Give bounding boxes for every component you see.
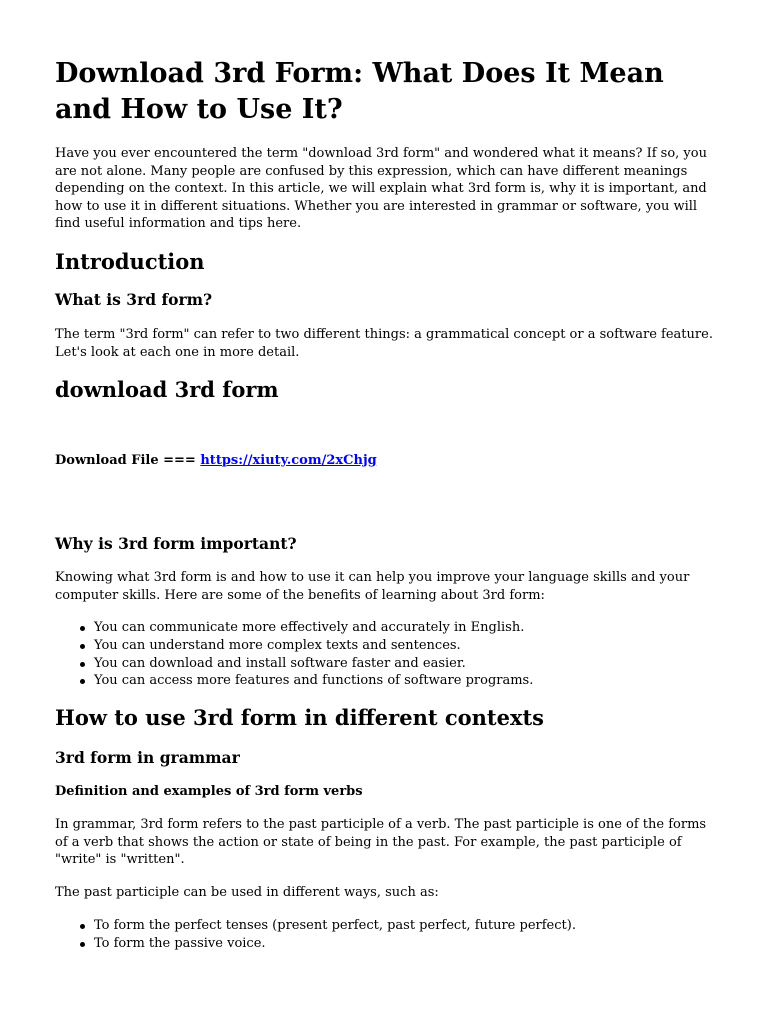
benefits-list bbox=[55, 619, 754, 690]
use-text: To form the passive voice. bbox=[94, 935, 266, 951]
what-is-heading: What is 3rd form? bbox=[55, 290, 213, 309]
benefit-text: You can access more features and functions of software programs. bbox=[94, 673, 534, 689]
uses-paragraph: The past participle can be used in different ways, such as: bbox=[55, 885, 439, 900]
benefit-text: You can download and install software faster and easier. bbox=[94, 655, 466, 671]
page-title: Download 3rd Form: What Does It Mean and How to Use It? bbox=[55, 58, 664, 125]
what-is-paragraph: The term "3rd form" can refer to two different things: a grammatical concept or a software feature. Let's look at each one in more detail. bbox=[55, 327, 713, 360]
benefit-text: You can understand more complex texts and sentences. bbox=[94, 637, 461, 653]
use-text: To form the perfect tenses (present perfect, past perfect, future perfect). bbox=[94, 918, 576, 933]
download-file-label: Download File === bbox=[55, 453, 196, 468]
bullet-icon bbox=[80, 924, 85, 929]
bullet-icon bbox=[80, 942, 85, 947]
list-item bbox=[94, 619, 754, 637]
download-file-line bbox=[55, 452, 377, 470]
bullet-icon bbox=[80, 626, 85, 631]
grammar-heading: 3rd form in grammar bbox=[55, 748, 240, 767]
bullet-icon bbox=[80, 679, 85, 684]
list-item bbox=[94, 672, 754, 690]
benefit-text: You can communicate more effectively and accurately in English. bbox=[94, 620, 525, 635]
list-item bbox=[94, 935, 754, 953]
introduction-heading: Introduction bbox=[55, 249, 205, 274]
why-heading: Why is 3rd form important? bbox=[55, 534, 297, 553]
download-link[interactable]: https://xiuty.com/2xChjg bbox=[200, 453, 377, 468]
list-item bbox=[94, 637, 754, 655]
how-to-heading: How to use 3rd form in different contexts bbox=[55, 705, 545, 730]
download-heading: download 3rd form bbox=[55, 377, 279, 402]
uses-list bbox=[55, 917, 754, 953]
definition-heading: Definition and examples of 3rd form verbs bbox=[55, 784, 363, 799]
bullet-icon bbox=[80, 644, 85, 649]
bullet-icon bbox=[80, 662, 85, 667]
list-item bbox=[94, 917, 754, 935]
intro-paragraph: Have you ever encountered the term "download 3rd form" and wondered what it means? If so, you are not alone. Many people are confused by this expression, which can have different meanings depending on the context. In this article, we will explain what 3rd form is, why it is important, and how to use it in different situations. Whether you are interested in grammar or software, you will find useful information and tips here. bbox=[55, 146, 707, 232]
why-paragraph: Knowing what 3rd form is and how to use it can help you improve your language skills and your computer skills. Here are some of the benefits of learning about 3rd form: bbox=[55, 570, 690, 603]
list-item bbox=[94, 655, 754, 673]
definition-paragraph: In grammar, 3rd form refers to the past participle of a verb. The past participle is one of the forms of a verb that shows the action or state of being in the past. For example, the past participle of "write" is "written". bbox=[55, 817, 707, 868]
